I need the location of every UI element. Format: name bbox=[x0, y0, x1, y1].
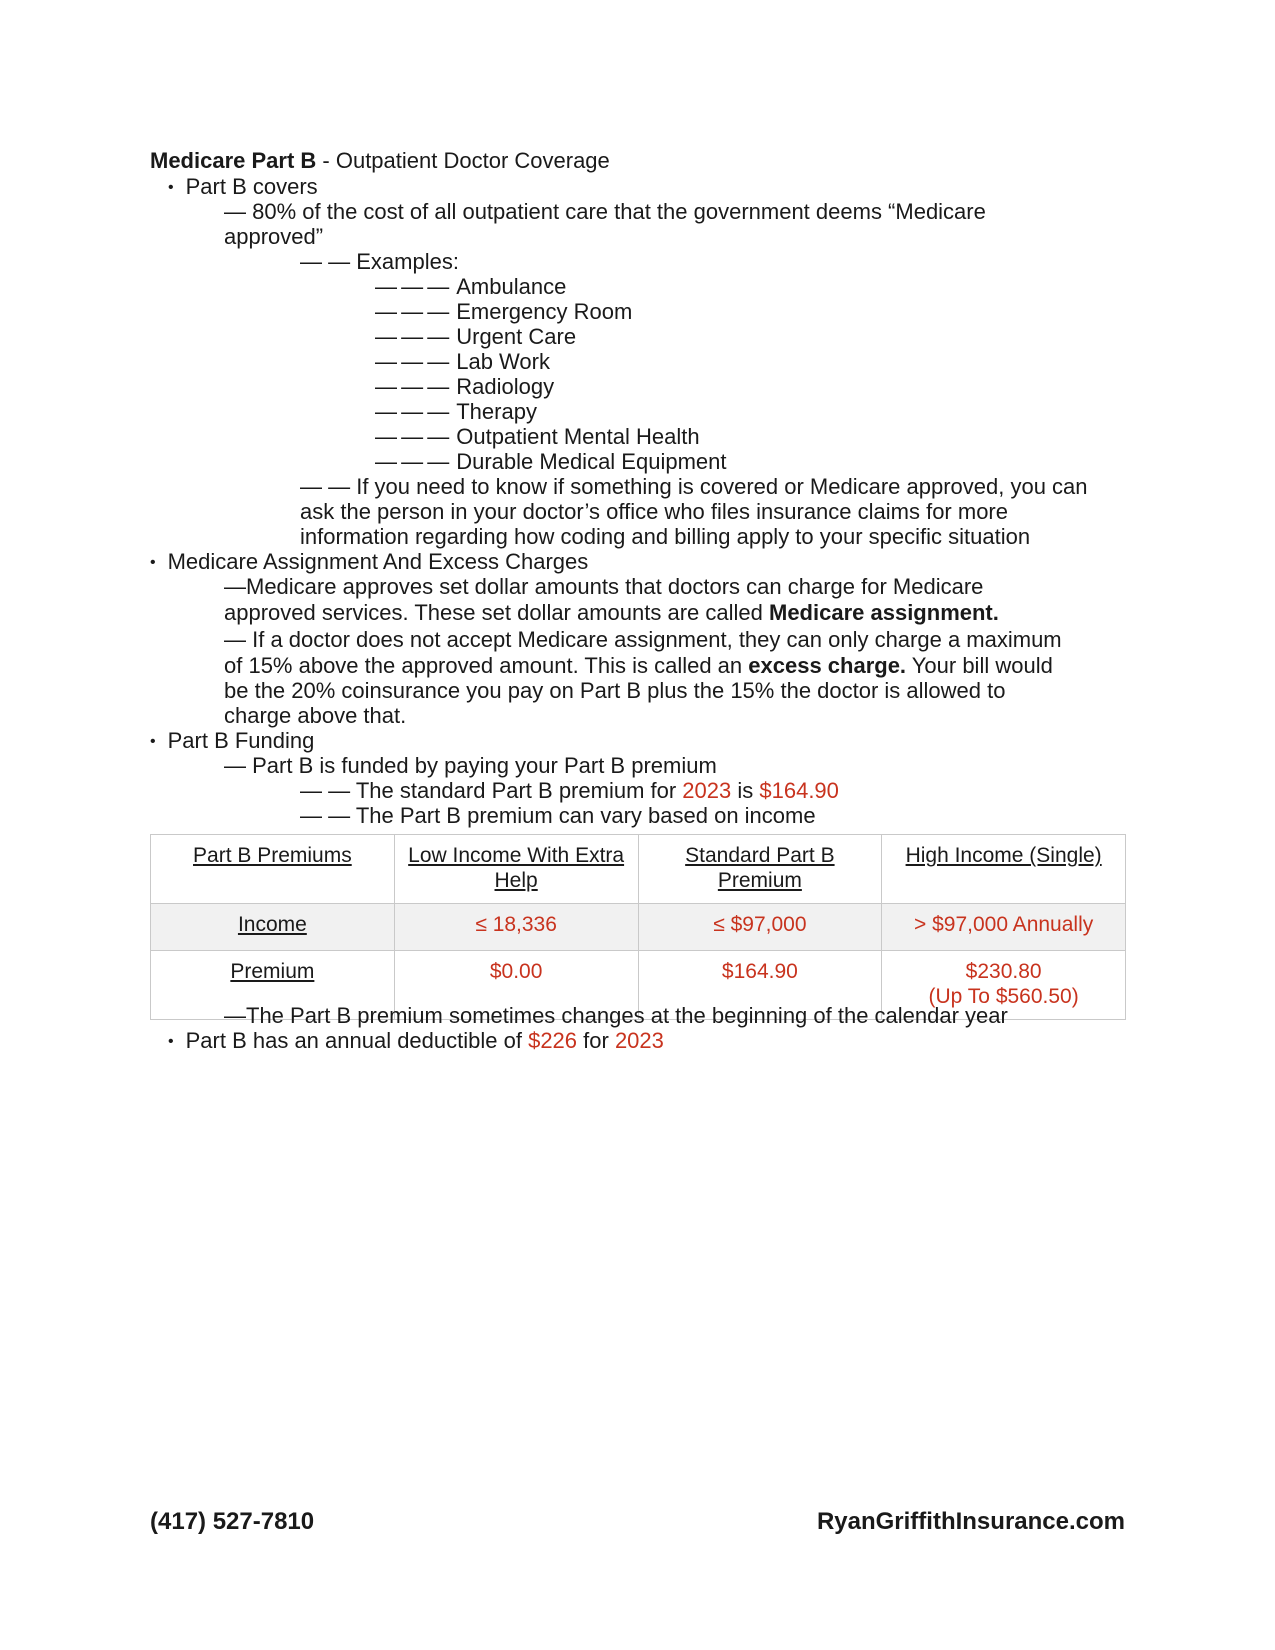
bullet-label: Part B Funding bbox=[167, 728, 315, 753]
funding-year: 2023 bbox=[682, 778, 732, 803]
term-medicare-assignment: Medicare assignment. bbox=[769, 600, 999, 625]
funding-amount: $164.90 bbox=[759, 778, 839, 803]
bullet-deductible: • Part B has an annual deductible of $226 for 2023 bbox=[168, 1028, 664, 1053]
table-cell: $0.00 bbox=[394, 951, 638, 1020]
covers-line2: approved” bbox=[224, 224, 324, 249]
covers-line1: — 80% of the cost of all outpatient care that the government deems “Medicare bbox=[224, 199, 986, 224]
table-cell: > $97,000 Annually bbox=[882, 904, 1126, 951]
premium-note: (Up To $560.50) bbox=[928, 985, 1079, 1008]
assignment-p2-line2: of 15% above the approved amount. This is called an excess charge. Your bill would bbox=[224, 653, 1053, 678]
deductible-amount: $226 bbox=[528, 1028, 578, 1053]
table-cell: ≤ 18,336 bbox=[394, 904, 638, 951]
bullet-funding bbox=[150, 728, 314, 755]
example-item: — — — Lab Work bbox=[375, 349, 550, 374]
covers-note-line1: — — If you need to know if something is covered or Medicare approved, you can bbox=[300, 474, 1088, 499]
term-excess-charge: excess charge. bbox=[748, 653, 907, 678]
table-header-cell: Part B Premiums bbox=[151, 835, 395, 904]
example-item: — — — Emergency Room bbox=[375, 299, 633, 324]
example-item: — — — Therapy bbox=[375, 399, 537, 424]
funding-line2: — — The standard Part B premium for 2023 is $164.90 bbox=[300, 778, 839, 803]
assignment-p1-line1: —Medicare approves set dollar amounts that doctors can charge for Medicare bbox=[224, 574, 984, 599]
premium-table bbox=[150, 834, 1126, 1020]
table-header-cell: High Income (Single) bbox=[882, 835, 1126, 904]
table-header-cell: Standard Part B Premium bbox=[638, 835, 882, 904]
table-row-income bbox=[151, 904, 1126, 951]
covers-note-line2: ask the person in your doctor’s office who files insurance claims for more bbox=[300, 499, 1008, 524]
deductible-year: 2023 bbox=[614, 1028, 664, 1053]
footer-phone[interactable]: (417) 527-7810 bbox=[150, 1508, 315, 1535]
bullet-dot: • bbox=[168, 1033, 174, 1050]
assignment-p2-line4: charge above that. bbox=[224, 703, 407, 728]
example-item: — — — Durable Medical Equipment bbox=[375, 449, 727, 474]
table-header-row bbox=[151, 835, 1126, 904]
table-row-label: Income bbox=[151, 904, 395, 951]
example-item: — — — Outpatient Mental Health bbox=[375, 424, 700, 449]
bullet-label: Medicare Assignment And Excess Charges bbox=[167, 549, 589, 574]
bullet-dot: • bbox=[168, 179, 174, 196]
table-header-cell: Low Income With Extra Help bbox=[394, 835, 638, 904]
footer-website[interactable]: RyanGriffithInsurance.com bbox=[816, 1508, 1125, 1535]
assignment-p1-line2: approved services. These set dollar amounts are called Medicare assignment. bbox=[224, 600, 999, 625]
assignment-p2-line1: — If a doctor does not accept Medicare assignment, they can only charge a maximum bbox=[224, 627, 1062, 652]
example-item: — — — Ambulance bbox=[375, 274, 567, 299]
page-title bbox=[150, 148, 610, 174]
funding-line3: — — The Part B premium can vary based on income bbox=[300, 803, 816, 828]
example-item: — — — Urgent Care bbox=[375, 324, 577, 349]
bullet-dot: • bbox=[150, 733, 156, 750]
table-row-label: Premium bbox=[151, 951, 395, 1020]
bullet-label: Part B covers bbox=[185, 174, 318, 199]
funding-line1: — Part B is funded by paying your Part B premium bbox=[224, 753, 717, 778]
example-item: — — — Radiology bbox=[375, 374, 555, 399]
bullet-dot: • bbox=[150, 554, 156, 571]
examples-label: — — Examples: bbox=[300, 249, 459, 274]
covers-note-line3: information regarding how coding and billing apply to your specific situation bbox=[300, 524, 1031, 549]
title-rest: - Outpatient Doctor Coverage bbox=[316, 148, 610, 173]
assignment-p2-line3: be the 20% coinsurance you pay on Part B plus the 15% the doctor is allowed to bbox=[224, 678, 1006, 703]
after-table-note: —The Part B premium sometimes changes at the beginning of the calendar year bbox=[224, 1003, 1008, 1028]
title-bold: Medicare Part B bbox=[150, 148, 317, 173]
bullet-part-b-covers bbox=[168, 174, 318, 201]
table-cell: ≤ $97,000 bbox=[638, 904, 882, 951]
table-cell: $230.80 (Up To $560.50) bbox=[882, 951, 1126, 1020]
table-cell: $164.90 bbox=[638, 951, 882, 1020]
bullet-assignment bbox=[150, 549, 588, 576]
